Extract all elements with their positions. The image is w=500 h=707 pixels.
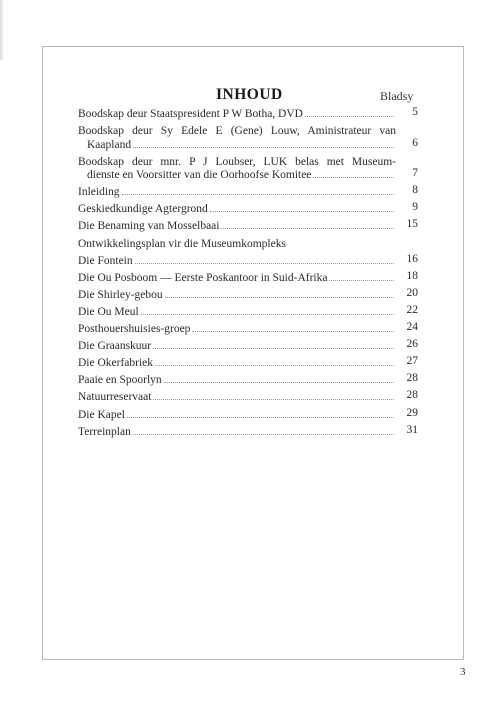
toc-entry-text: Die Shirley-gebou xyxy=(78,288,163,301)
toc-entry-text: dienste en Voorsitter van die Oorhoofse Komitee xyxy=(87,169,312,182)
toc-entry-text: Posthouershuisies-groep xyxy=(78,323,191,336)
toc-entry xyxy=(78,186,418,200)
toc-entry xyxy=(78,374,418,388)
toc-entry xyxy=(78,269,418,286)
binding-edge xyxy=(0,0,4,60)
toc-entry-page: 31 xyxy=(406,423,418,436)
page-column-label: Bladsy xyxy=(380,89,414,103)
toc-entry-line xyxy=(78,340,396,354)
toc-entry-text: Die Ou Meul xyxy=(78,305,139,318)
toc-entry-page: 16 xyxy=(406,252,418,265)
leader-dots xyxy=(122,194,394,195)
toc-entry-text: Die Fontein xyxy=(78,254,133,267)
toc-entry xyxy=(78,252,418,269)
toc-entry-line xyxy=(78,391,396,405)
toc-entry-line xyxy=(78,125,396,139)
toc-entry-line xyxy=(78,357,396,371)
toc-entry-page: 18 xyxy=(406,269,418,282)
toc-entry-line xyxy=(78,186,396,200)
toc-entry-page: 6 xyxy=(412,136,418,149)
leader-dots xyxy=(192,331,394,332)
toc-entry-text: Boodskap deur Sy Edele E (Gene) Louw, Aministrateur van xyxy=(78,125,396,138)
toc-entry-page: 7 xyxy=(412,167,418,180)
toc-entry-page: 22 xyxy=(406,303,418,316)
leader-dots xyxy=(313,177,394,178)
toc-entry-text: Die Benaming van Mosselbaai xyxy=(78,220,220,233)
toc-heading: INHOUD xyxy=(216,86,283,103)
toc-entry-text: Boodskap deur mnr. P J Loubser, LUK belas met Museum- xyxy=(78,155,396,168)
toc-entry-line xyxy=(78,169,396,183)
toc-entry-line xyxy=(78,409,396,423)
leader-dots xyxy=(153,399,394,400)
toc-entry-line xyxy=(78,289,396,303)
leader-dots xyxy=(153,348,394,349)
toc-entry-text: Inleiding xyxy=(78,186,120,199)
toc-entry-page: 28 xyxy=(406,389,418,402)
leader-dots xyxy=(133,147,394,148)
toc-entry-line xyxy=(78,156,396,170)
toc-entry-page: 24 xyxy=(406,321,418,334)
leader-dots xyxy=(155,365,394,366)
toc-entry xyxy=(78,156,418,183)
toc-entry-line xyxy=(78,255,396,269)
toc-entry-text: Die Graanskuur xyxy=(78,340,152,353)
toc-entry-page: 26 xyxy=(406,338,418,351)
toc-entry-line xyxy=(78,203,396,217)
toc-entry xyxy=(78,357,418,371)
toc-entry-page: 15 xyxy=(406,218,418,231)
leader-dots xyxy=(305,116,394,117)
toc-entry-page: 27 xyxy=(406,355,418,368)
toc-entry xyxy=(78,340,418,354)
leader-dots xyxy=(329,280,394,281)
toc-entry-page: 9 xyxy=(412,201,418,214)
toc-entry-page: 28 xyxy=(406,372,418,385)
toc-entry xyxy=(78,125,418,152)
toc-entry xyxy=(78,203,418,217)
toc-entry-text: Kaapland xyxy=(87,138,132,151)
toc-entry xyxy=(78,391,418,405)
toc-entry-text: Geskiedkundige Agtergrond xyxy=(78,203,208,216)
toc-entry-page: 5 xyxy=(412,106,418,118)
toc-entry-line xyxy=(78,108,396,122)
leader-dots xyxy=(135,263,394,264)
toc-entry-text: Die Okerfabriek xyxy=(78,357,154,370)
leader-dots xyxy=(141,314,394,315)
toc-entry-text: Natuurreservaat xyxy=(78,391,152,404)
toc-entry-line xyxy=(78,272,396,286)
leader-dots xyxy=(221,228,394,229)
leader-dots xyxy=(164,382,394,383)
toc-entry xyxy=(78,406,418,423)
toc-entry-text: Paaie en Spoorlyn xyxy=(78,374,162,387)
toc-entry-text: Die Kapel xyxy=(78,408,125,421)
toc-entry xyxy=(78,286,418,303)
toc-entry-line xyxy=(78,374,396,388)
table-of-contents xyxy=(78,108,418,443)
toc-entry-line xyxy=(78,220,396,234)
leader-dots xyxy=(210,211,394,212)
leader-dots xyxy=(165,297,394,298)
leader-dots xyxy=(127,417,394,418)
toc-entry-line xyxy=(78,323,396,337)
page-number: 3 xyxy=(460,666,466,678)
toc-entry-text: Ontwikkelingsplan vir die Museumkompleks xyxy=(78,237,286,250)
toc-entry xyxy=(78,108,418,122)
toc-entry xyxy=(78,303,418,320)
toc-entry xyxy=(78,423,418,440)
toc-entry xyxy=(78,220,418,234)
toc-entry-line xyxy=(78,139,396,153)
leader-dots xyxy=(133,434,394,435)
toc-entry-line xyxy=(78,426,396,440)
toc-entry-text: Terreinplan xyxy=(78,425,131,438)
toc-entry-page: 20 xyxy=(406,286,418,299)
toc-entry-text: Die Ou Posboom — Eerste Poskantoor in Suid-Afrika xyxy=(78,271,328,284)
toc-entry-line xyxy=(78,238,418,252)
toc-entry xyxy=(78,323,418,337)
toc-entry-page: 8 xyxy=(412,184,418,197)
toc-entry xyxy=(78,238,418,252)
toc-entry-page: 29 xyxy=(406,406,418,419)
toc-entry-text: Boodskap deur Staatspresident P W Botha, DVD xyxy=(78,108,303,120)
toc-entry-line xyxy=(78,306,396,320)
